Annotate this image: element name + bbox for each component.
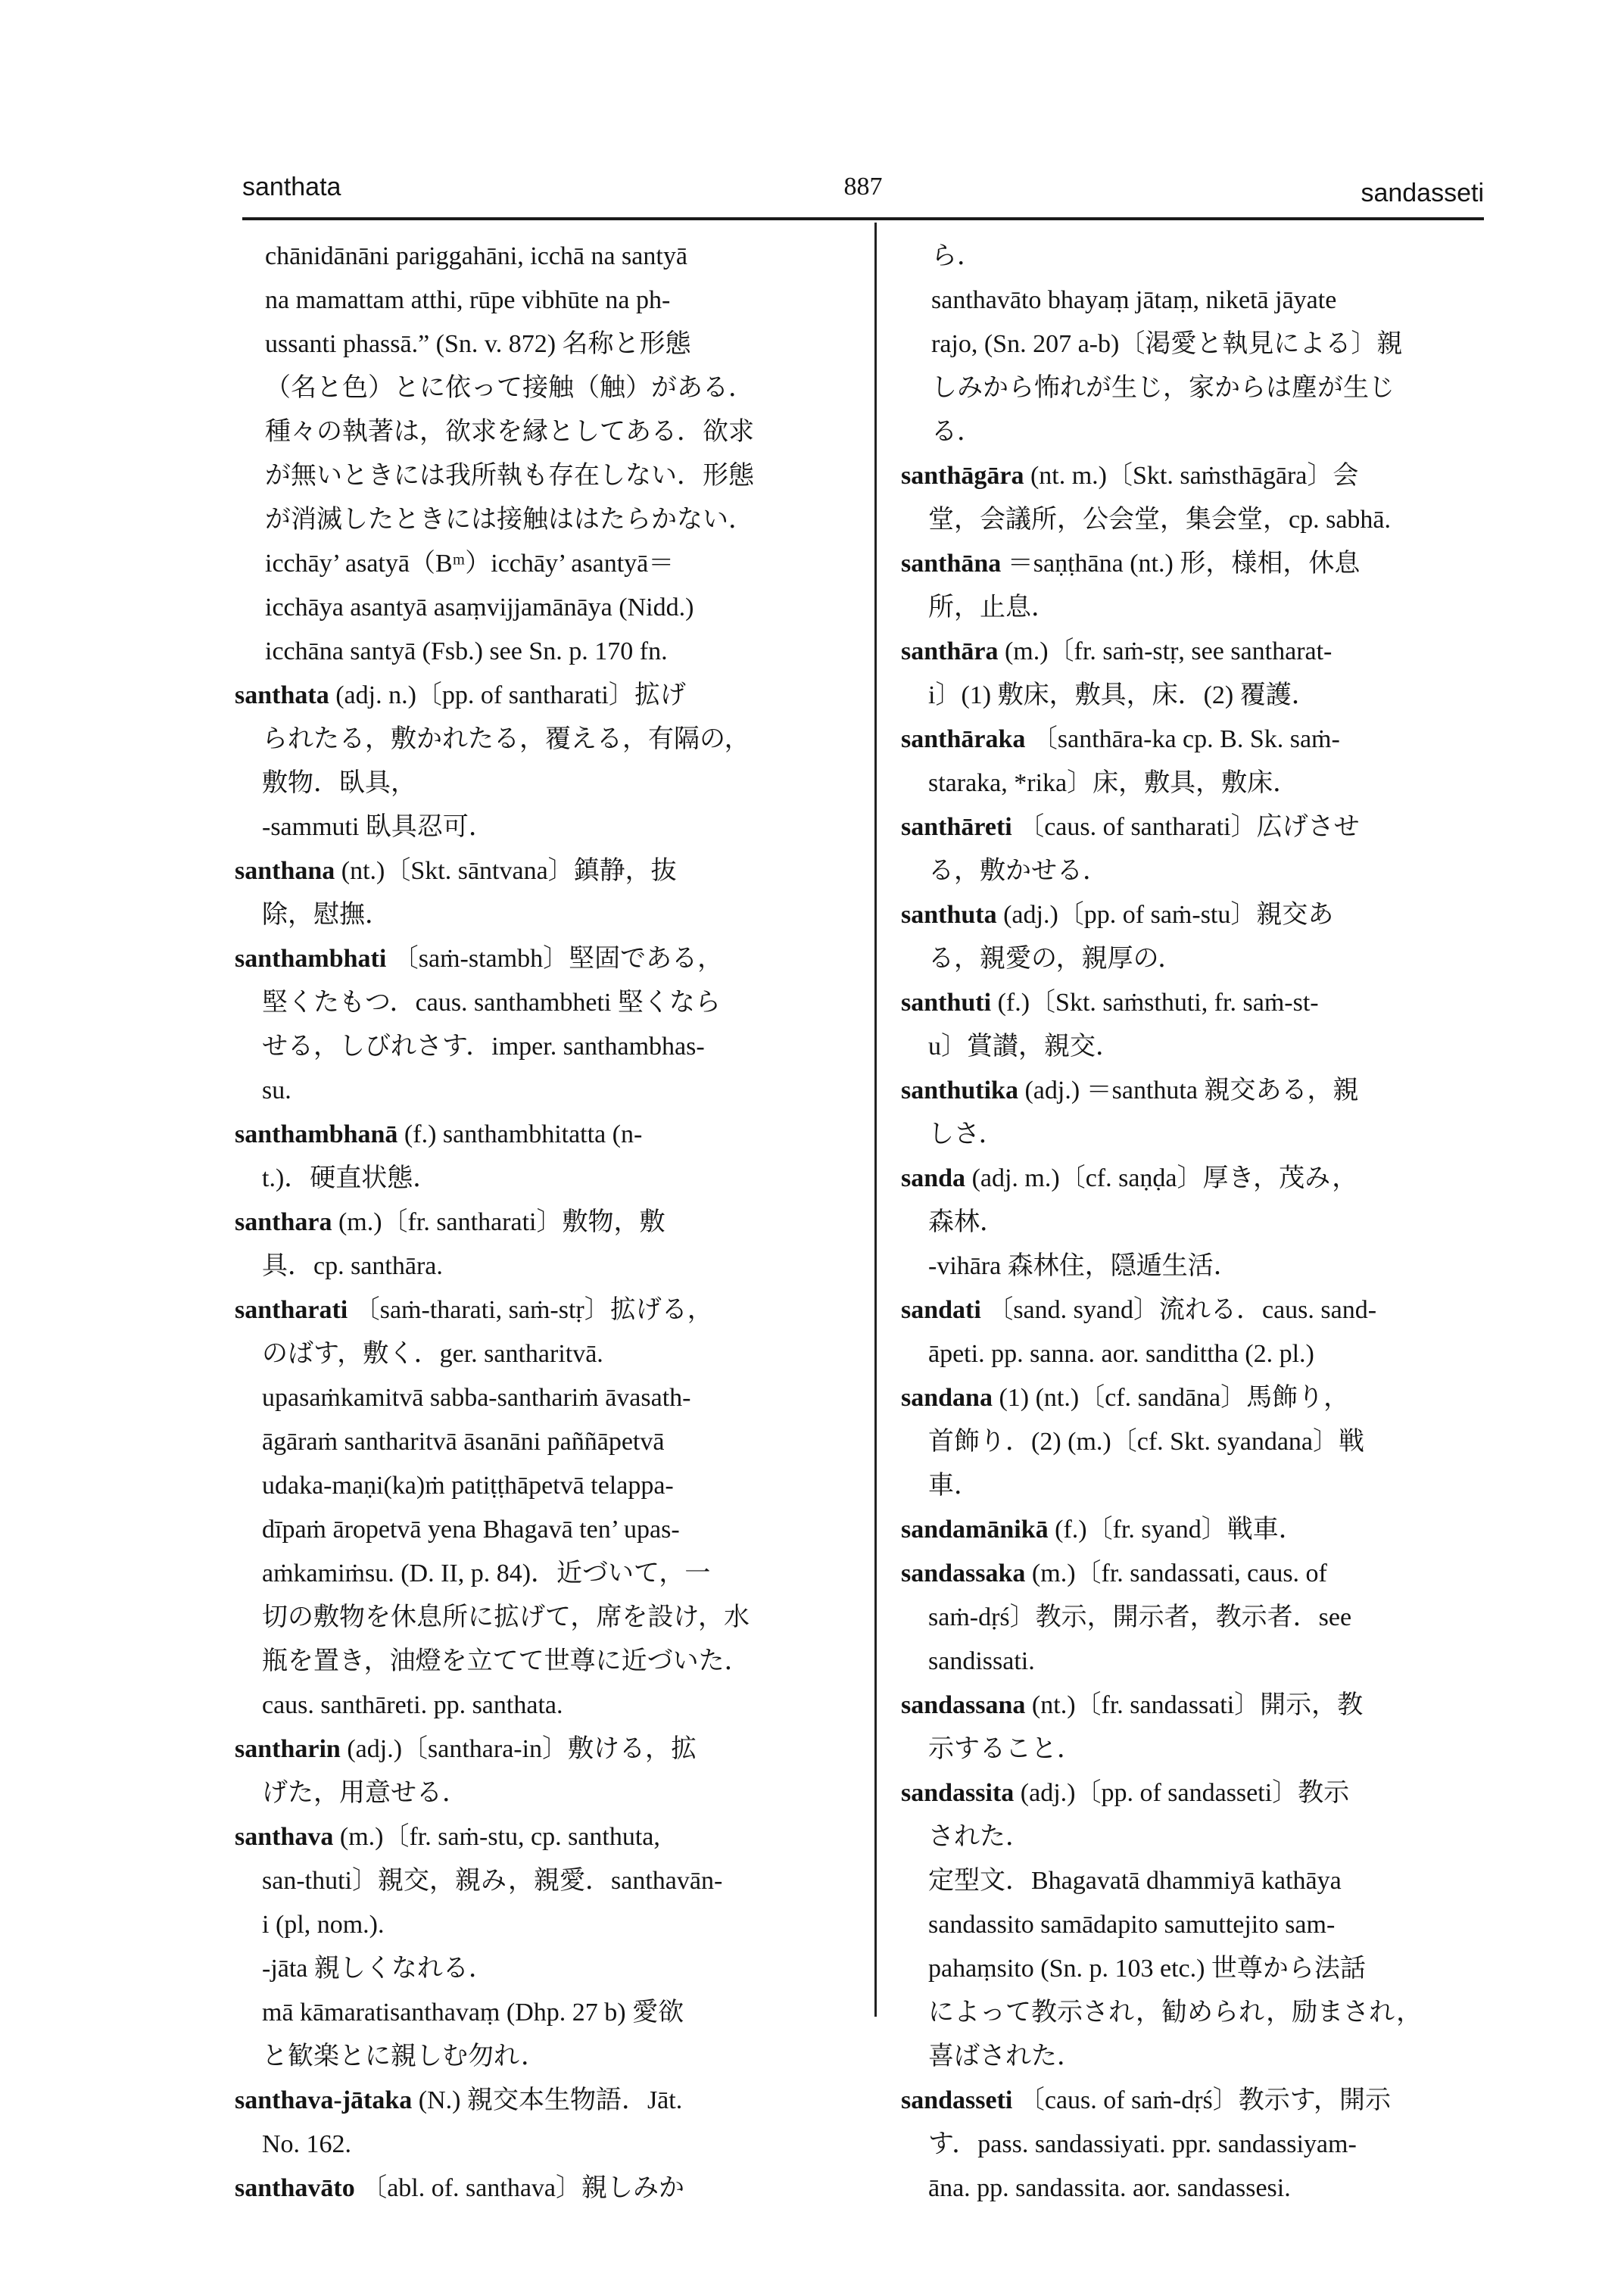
entry-definition-text: (adj.)〔pp. of sandasseti〕教示 bbox=[1020, 1779, 1350, 1807]
entry-definition-text: (adj.)〔santhara-in〕敷ける，拡 bbox=[347, 1735, 697, 1763]
right-column bbox=[901, 235, 1507, 2210]
entry-line: が無いときには我所執も存在しない．形態 bbox=[265, 462, 754, 490]
entry-line: によって教示され，勧められ，励まされ， bbox=[928, 1999, 1423, 2027]
entry-line: られたる，敷かれたる，覆える，有隔の， bbox=[262, 725, 750, 753]
entry-line: āpeti. pp. sanna. aor. sandittha (2. pl.) bbox=[928, 1340, 1314, 1368]
dictionary-entry bbox=[901, 1684, 1507, 1771]
entry-first-line bbox=[901, 542, 1507, 586]
entry-definition-text: 〔saṁ-tharati, saṁ-stṛ〕拡げる， bbox=[354, 1296, 713, 1324]
dictionary-entry bbox=[901, 1376, 1507, 1508]
entry-headword: sandassita bbox=[901, 1779, 1015, 1807]
entry-continuation bbox=[235, 235, 856, 674]
entry-first-line bbox=[901, 718, 1507, 762]
entry-line: āna. pp. sandassita. aor. sandassesi. bbox=[928, 2174, 1291, 2202]
entry-line: icchāna santyā (Fsb.) see Sn. p. 170 fn. bbox=[265, 637, 668, 665]
entry-line: ら． bbox=[931, 242, 983, 270]
entry-headword: santhāraka bbox=[901, 725, 1026, 753]
dictionary-entry bbox=[235, 849, 856, 937]
entry-first-line bbox=[235, 1728, 856, 1771]
header-left-word: santhata bbox=[242, 173, 341, 201]
entry-line: i (pl, nom.). bbox=[262, 1911, 385, 1939]
entry-line: しみから怖れが生じ，家からは塵が生じ bbox=[931, 374, 1395, 402]
entry-headword: santhuti bbox=[901, 989, 992, 1017]
entry-definition-text: (adj. m.)〔cf. saṇḍa〕厚き，茂み， bbox=[971, 1164, 1358, 1192]
entry-line: と歓楽とに親しむ勿れ． bbox=[262, 2042, 547, 2070]
entry-line: 車． bbox=[928, 1472, 980, 1500]
entry-line: sandassito samādapito samuttejito sam- bbox=[928, 1911, 1336, 1939]
entry-headword: santhava bbox=[235, 1823, 334, 1851]
entry-line: pahaṃsito (Sn. p. 103 etc.) 世尊から法話 bbox=[928, 1955, 1366, 1983]
entry-line: u〕賞讃，親交． bbox=[928, 1033, 1121, 1061]
dictionary-entry bbox=[235, 1201, 856, 1288]
entry-line: 堂，会議所，公会堂，集会堂，cp. sabhā. bbox=[928, 506, 1392, 534]
entry-line: る，敷かせる． bbox=[928, 857, 1108, 885]
entry-first-line bbox=[901, 1069, 1507, 1113]
entry-line: 切の敷物を休息所に拡げて，席を設け，水 bbox=[262, 1603, 750, 1631]
entry-first-line bbox=[901, 981, 1507, 1025]
entry-line: 所，止息． bbox=[928, 594, 1057, 622]
entry-first-line bbox=[235, 674, 856, 718]
entry-line: ussanti phassā.” (Sn. v. 872) 名称と形態 bbox=[265, 330, 691, 358]
entry-line: 首飾り．(2) (m.)〔cf. Skt. syandana〕戦 bbox=[928, 1428, 1365, 1456]
entry-line: 喜ばされた． bbox=[928, 2042, 1083, 2070]
entry-first-line bbox=[901, 1288, 1507, 1332]
entry-headword: sandamānikā bbox=[901, 1516, 1049, 1544]
entry-line: された． bbox=[928, 1823, 1031, 1851]
entry-headword: santhana bbox=[235, 857, 335, 885]
page-number: 887 bbox=[843, 173, 883, 201]
entry-headword: santhambhanā bbox=[235, 1120, 398, 1148]
entry-line: のばす，敷く．ger. santharitvā. bbox=[262, 1340, 603, 1368]
entry-first-line bbox=[901, 2079, 1507, 2123]
dictionary-entry bbox=[901, 981, 1507, 1069]
entry-definition-text: 〔caus. of santharati〕広げさせ bbox=[1018, 813, 1360, 841]
entry-line: i〕(1) 敷床，敷具，床．(2) 覆護． bbox=[928, 681, 1317, 709]
dictionary-entry bbox=[901, 893, 1507, 981]
entry-definition-text: (N.) 親交本生物語．Jāt. bbox=[418, 2086, 683, 2114]
entry-definition-text: (m.)〔fr. saṁ-stṛ, see santharat- bbox=[1004, 637, 1333, 665]
entry-headword: santharin bbox=[235, 1735, 341, 1763]
entry-line: āgāraṁ santharitvā āsanāni paññāpetvā bbox=[262, 1428, 665, 1456]
entry-definition-text: (f.) santhambhitatta (n- bbox=[404, 1120, 643, 1148]
entry-line: 除，慰撫． bbox=[262, 901, 391, 929]
entry-line: No. 162. bbox=[262, 2130, 352, 2158]
entry-line: aṁkamiṁsu. (D. II, p. 84)．近づいて，一 bbox=[262, 1559, 711, 1587]
entry-headword: sandassana bbox=[901, 1691, 1026, 1719]
entry-line: しさ． bbox=[928, 1120, 1005, 1148]
header-right-word: sandasseti bbox=[1361, 179, 1484, 207]
dictionary-entry bbox=[901, 1288, 1507, 1376]
entry-line: げた，用意せる． bbox=[262, 1779, 468, 1807]
entry-line: せる，しびれさす．imper. santhambhas- bbox=[262, 1033, 705, 1061]
entry-headword: santhāra bbox=[901, 637, 999, 665]
entry-definition-text: (adj. n.)〔pp. of santharati〕拡げ bbox=[335, 681, 686, 709]
entry-line: -vihāra 森林住，隠遁生活． bbox=[928, 1252, 1239, 1280]
entry-line: 敷物．臥具， bbox=[262, 769, 416, 797]
entry-definition-text: ＝saṇṭhāna (nt.) 形，様相，休息 bbox=[1007, 550, 1361, 578]
left-column bbox=[235, 235, 856, 2210]
entry-first-line bbox=[235, 1113, 856, 1157]
entry-line: udaka-maṇi(ka)ṁ patiṭṭhāpetvā telappa- bbox=[262, 1472, 674, 1500]
entry-headword: sandana bbox=[901, 1384, 993, 1412]
dictionary-entry bbox=[901, 630, 1507, 718]
entry-line: -sammuti 臥具忍可． bbox=[262, 813, 494, 841]
entry-line: dīpaṁ āropetvā yena Bhagavā ten’ upas- bbox=[262, 1516, 680, 1544]
entry-first-line bbox=[901, 454, 1507, 498]
entry-line: caus. santhāreti. pp. santhata. bbox=[262, 1691, 563, 1719]
entry-line: t.)．硬直状態． bbox=[262, 1164, 439, 1192]
entry-first-line bbox=[235, 1815, 856, 1859]
entry-line: icchāya asantyā asaṃvijjamānāya (Nidd.) bbox=[265, 594, 694, 622]
entry-continuation bbox=[901, 235, 1507, 454]
dictionary-entry bbox=[235, 2167, 856, 2210]
entry-first-line bbox=[235, 2079, 856, 2123]
entry-definition-text: (f.)〔fr. syand〕戦車． bbox=[1055, 1516, 1304, 1544]
entry-first-line bbox=[901, 630, 1507, 674]
entry-headword: sandassaka bbox=[901, 1559, 1026, 1587]
entry-definition-text: (1) (nt.)〔cf. sandāna〕馬飾り， bbox=[999, 1384, 1350, 1412]
entry-line: 森林． bbox=[928, 1208, 1005, 1236]
entry-headword: santhava-jātaka bbox=[235, 2086, 413, 2114]
entry-first-line bbox=[901, 1157, 1507, 1201]
entry-headword: santhavāto bbox=[235, 2174, 355, 2202]
entry-headword: santharati bbox=[235, 1296, 348, 1324]
entry-headword: santhuta bbox=[901, 901, 997, 929]
entry-line: る． bbox=[931, 418, 983, 446]
entry-definition-text: 〔santhāra-ka cp. B. Sk. saṁ- bbox=[1031, 725, 1340, 753]
running-header bbox=[242, 173, 1484, 218]
entry-line: upasaṁkamitvā sabba-santhariṁ āvasath- bbox=[262, 1384, 691, 1412]
dictionary-entry bbox=[235, 674, 856, 849]
entry-line: mā kāmaratisanthavaṃ (Dhp. 27 b) 愛欲 bbox=[262, 1999, 684, 2027]
entry-line: 具．cp. santhāra. bbox=[262, 1252, 443, 1280]
entry-line: san-thuti〕親交，親み，親愛．santhavān- bbox=[262, 1867, 723, 1895]
entry-line: saṁ-dṛś〕教示，開示者，教示者．see bbox=[928, 1603, 1352, 1631]
entry-first-line bbox=[901, 1684, 1507, 1728]
entry-first-line bbox=[235, 849, 856, 893]
entry-line: -jāta 親しくなれる． bbox=[262, 1955, 494, 1983]
entry-first-line bbox=[235, 1201, 856, 1245]
entry-first-line bbox=[901, 805, 1507, 849]
entry-first-line bbox=[235, 937, 856, 981]
entry-headword: santhata bbox=[235, 681, 329, 709]
dictionary-entry bbox=[901, 1069, 1507, 1157]
entry-line: （名と色）とに依って接触（触）がある． bbox=[265, 374, 754, 402]
entry-line: chānidānāni pariggahāni, icchā na santyā bbox=[265, 242, 687, 270]
entry-line: na mamattam atthi, rūpe vibhūte na ph- bbox=[265, 286, 671, 314]
dictionary-entry bbox=[901, 2079, 1507, 2210]
column-divider bbox=[874, 223, 877, 2017]
dictionary-entry bbox=[901, 454, 1507, 542]
entry-definition-text: (nt.)〔fr. sandassati〕開示，教 bbox=[1031, 1691, 1364, 1719]
entry-line: 種々の執著は，欲求を縁としてある．欲求 bbox=[265, 418, 754, 446]
entry-first-line bbox=[901, 1552, 1507, 1596]
entry-definition-text: 〔sand. syand〕流れる．caus. sand- bbox=[987, 1296, 1377, 1324]
entry-definition-text: (nt.)〔Skt. sāntvana〕鎮静，抜 bbox=[341, 857, 677, 885]
entry-line: sandissati. bbox=[928, 1647, 1035, 1675]
entry-headword: santhāreti bbox=[901, 813, 1012, 841]
dictionary-entry bbox=[235, 1815, 856, 2079]
dictionary-entry bbox=[235, 2079, 856, 2167]
entry-headword: santhara bbox=[235, 1208, 332, 1236]
entry-line: rajo, (Sn. 207 a-b)〔渇愛と執見による〕親 bbox=[931, 330, 1403, 358]
entry-first-line bbox=[235, 1288, 856, 1332]
entry-definition-text: (m.)〔fr. saṁ-stu, cp. santhuta, bbox=[339, 1823, 660, 1851]
dictionary-entry bbox=[901, 1157, 1507, 1288]
dictionary-entry bbox=[901, 1552, 1507, 1684]
entry-first-line bbox=[901, 893, 1507, 937]
dictionary-entry bbox=[235, 937, 856, 1113]
entry-line: 定型文．Bhagavatā dhammiyā kathāya bbox=[928, 1867, 1342, 1895]
entry-definition-text: (f.)〔Skt. saṁsthuti, fr. saṁ-st- bbox=[997, 989, 1319, 1017]
entry-line: santhavāto bhayaṃ jātaṃ, niketā jāyate bbox=[931, 286, 1337, 314]
entry-first-line bbox=[901, 1771, 1507, 1815]
dictionary-entry bbox=[901, 718, 1507, 805]
entry-line: 堅くたもつ．caus. santhambheti 堅くなら bbox=[262, 989, 721, 1017]
header-rule bbox=[242, 217, 1484, 220]
dictionary-entry bbox=[901, 1508, 1507, 1552]
entry-line: す．pass. sandassiyati. ppr. sandassiyam- bbox=[928, 2130, 1357, 2158]
entry-definition-text: (m.)〔fr. sandassati, caus. of bbox=[1031, 1559, 1327, 1587]
entry-definition-text: 〔caus. of saṁ-dṛś〕教示す，開示 bbox=[1018, 2086, 1392, 2114]
entry-line: る，親愛の，親厚の． bbox=[928, 945, 1184, 973]
dictionary-entry bbox=[901, 805, 1507, 893]
entry-definition-text: (adj.) ＝santhuta 親交ある，親 bbox=[1024, 1076, 1359, 1104]
dictionary-entry bbox=[901, 542, 1507, 630]
entry-headword: sandati bbox=[901, 1296, 981, 1324]
entry-first-line bbox=[901, 1376, 1507, 1420]
entry-line: が消滅したときには接触ははたらかない． bbox=[265, 506, 754, 534]
entry-definition-text: 〔abl. of. santhava〕親しみか bbox=[361, 2174, 685, 2202]
entry-headword: sanda bbox=[901, 1164, 966, 1192]
entry-headword: santhambhati bbox=[235, 945, 387, 973]
entry-definition-text: (adj.)〔pp. of saṁ-stu〕親交あ bbox=[1003, 901, 1334, 929]
dictionary-entry bbox=[235, 1288, 856, 1728]
dictionary-entry bbox=[235, 1113, 856, 1201]
entry-line: su. bbox=[262, 1076, 291, 1104]
entry-definition-text: 〔saṁ-stambh〕堅固である， bbox=[392, 945, 724, 973]
entry-definition-text: (m.)〔fr. santharati〕敷物，敷 bbox=[338, 1208, 665, 1236]
entry-line: staraka, *rika〕床，敷具，敷床． bbox=[928, 769, 1299, 797]
entry-headword: santhāna bbox=[901, 550, 1002, 578]
entry-first-line bbox=[901, 1508, 1507, 1552]
entry-headword: sandasseti bbox=[901, 2086, 1013, 2114]
entry-line: 瓶を置き，油燈を立てて世尊に近づいた． bbox=[262, 1647, 750, 1675]
dictionary-entry bbox=[901, 1771, 1507, 2079]
entry-definition-text: (nt. m.)〔Skt. saṁsthāgāra〕会 bbox=[1030, 462, 1359, 490]
entry-first-line bbox=[235, 2167, 856, 2210]
entry-line: icchāy’ asatyā（Bᵐ）icchāy’ asantyā＝ bbox=[265, 550, 675, 578]
entry-headword: santhāgāra bbox=[901, 462, 1024, 490]
entry-headword: santhutika bbox=[901, 1076, 1018, 1104]
dictionary-entry bbox=[235, 1728, 856, 1815]
entry-line: 示すること． bbox=[928, 1735, 1083, 1763]
